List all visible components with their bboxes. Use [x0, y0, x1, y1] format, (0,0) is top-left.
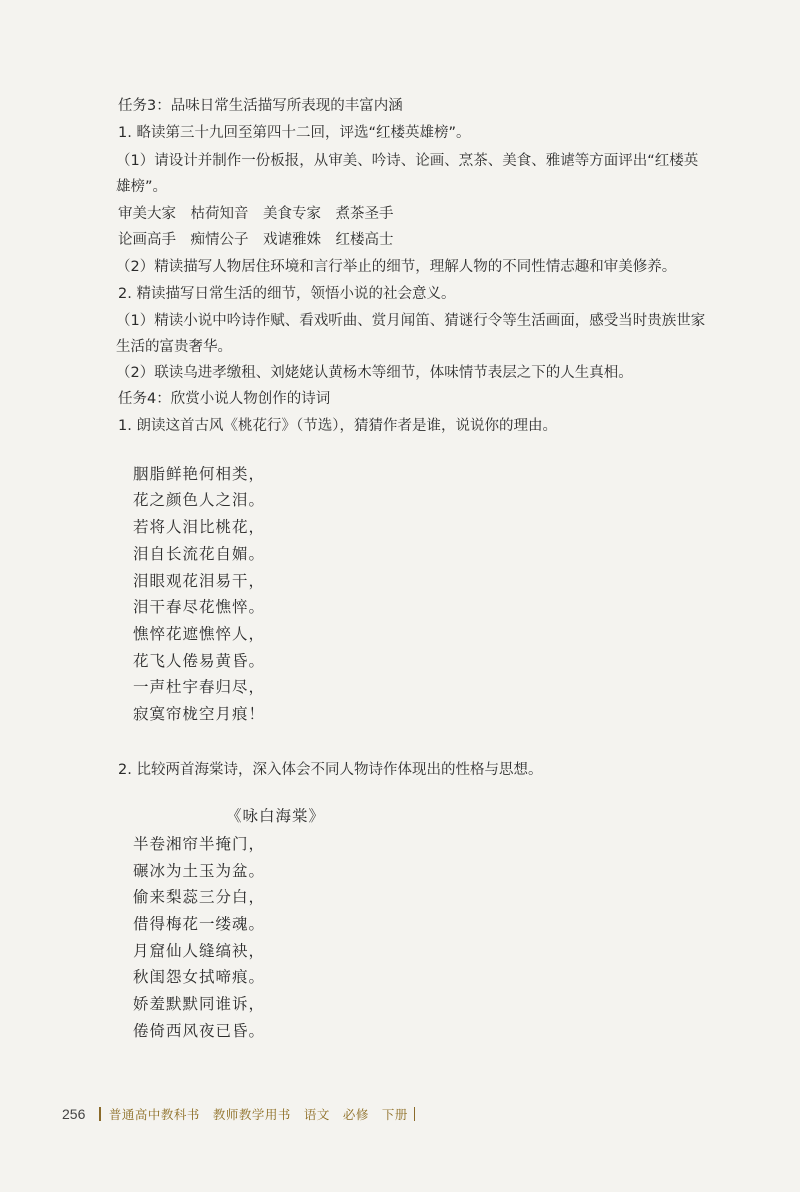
- page-number: 256: [62, 1106, 86, 1122]
- task3-heading: 任务3：品味日常生活描写所表现的丰富内涵: [118, 98, 403, 114]
- poem2-line: 娇羞默默同谁诉，: [133, 995, 266, 1013]
- item-1-1-text: （1）请设计并制作一份板报，从审美、吟诗、论画、烹茶、美食、雅谑等方面评出“红楼英: [116, 153, 699, 169]
- poem1-line: 胭脂鲜艳何相类，: [133, 465, 266, 483]
- poem1-line: 花飞人倦易黄昏。: [133, 652, 266, 670]
- item-1-heading: 1. 略读第三十九回至第四十二回，评选“红楼英雄榜”。: [118, 125, 471, 141]
- poem2-line: 秋闺怨女拭啼痕。: [133, 968, 266, 986]
- item-2-heading: 2. 精读描写日常生活的细节，领悟小说的社会意义。: [118, 286, 456, 302]
- item-2-1-text-cont: 生活的富贵奢华。: [116, 339, 232, 355]
- item-2-1-text: （1）精读小说中吟诗作赋、看戏听曲、赏月闻笛、猜谜行令等生活画面，感受当时贵族世家: [116, 313, 706, 329]
- page-footer: [62, 1103, 415, 1125]
- poem2-line: 半卷湘帘半掩门，: [133, 835, 266, 853]
- poem1-line: 寂寞帘栊空月痕！: [133, 705, 266, 723]
- item-1-2-text: （2）精读描写人物居住环境和言行举止的细节，理解人物的不同性情志趣和审美修养。: [116, 259, 677, 275]
- poem1-line: 花之颜色人之泪。: [133, 491, 266, 509]
- book-series-title: 普通高中教科书 教师教学用书 语文 必修 下册: [108, 1108, 408, 1122]
- award-row-2: 论画高手 痴情公子 戏谑雅姝 红楼高士: [118, 232, 394, 248]
- footer-divider-right: [414, 1107, 416, 1121]
- poem2-line: 借得梅花一缕魂。: [133, 915, 266, 933]
- poem1-line: 泪眼观花泪易干，: [133, 572, 266, 590]
- item-2-2-text: （2）联读乌进孝缴租、刘姥姥认黄杨木等细节，体味情节表层之下的人生真相。: [116, 365, 633, 381]
- poem1-line: 若将人泪比桃花，: [133, 518, 266, 536]
- task4-item-2-heading: 2. 比较两首海棠诗，深入体会不同人物诗作体现出的性格与思想。: [118, 762, 543, 778]
- item-1-1-text-cont: 雄榜”。: [116, 179, 168, 195]
- poem2-title: 《咏白海棠》: [226, 807, 326, 825]
- poem1-line: 一声杜宇春归尽，: [133, 678, 266, 696]
- task4-item-1-heading: 1. 朗读这首古风《桃花行》（节选），猜猜作者是谁，说说你的理由。: [118, 418, 557, 434]
- poem2-line: 偷来梨蕊三分白，: [133, 888, 266, 906]
- poem2-line: 倦倚西风夜已昏。: [133, 1022, 266, 1040]
- poem1-line: 泪自长流花自媚。: [133, 545, 266, 563]
- poem2-line: 碾冰为土玉为盆。: [133, 862, 266, 880]
- poem2-line: 月窟仙人缝缟袂，: [133, 942, 266, 960]
- poem1-line: 泪干春尽花憔悴。: [133, 598, 266, 616]
- task4-heading: 任务4：欣赏小说人物创作的诗词: [118, 391, 331, 407]
- footer-divider-left: [99, 1107, 101, 1121]
- poem1-line: 憔悴花遮憔悴人，: [133, 625, 266, 643]
- award-row-1: 审美大家 枯荷知音 美食专家 煮茶圣手: [118, 206, 394, 222]
